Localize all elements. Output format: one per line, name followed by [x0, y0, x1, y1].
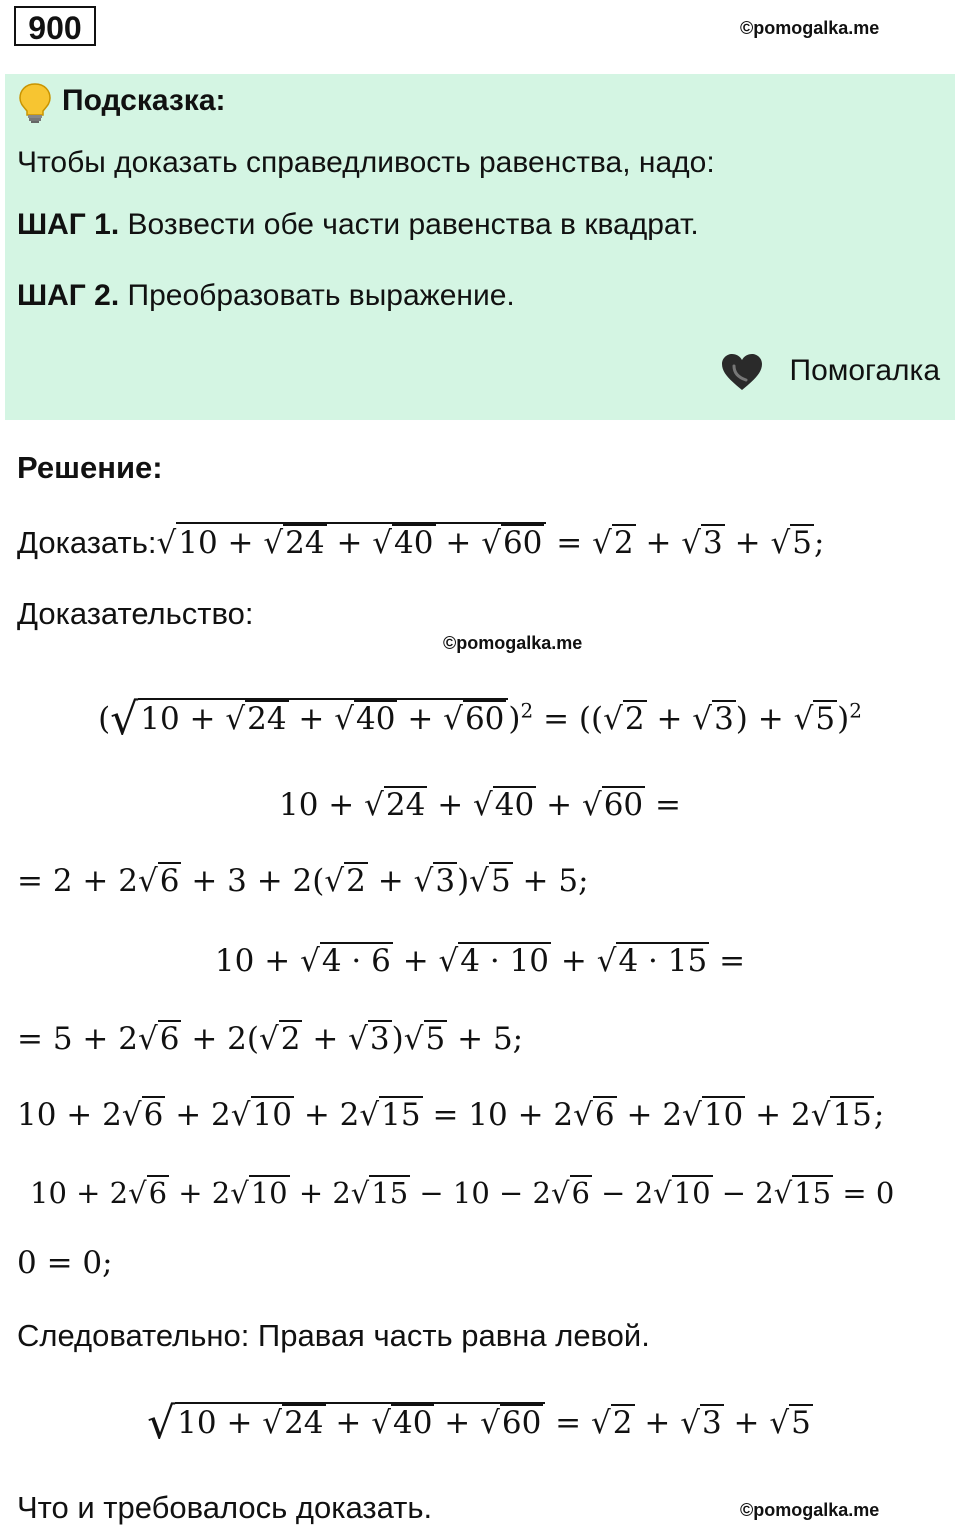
hint-step-1	[17, 208, 699, 242]
step2-label: ШАГ 2.	[17, 279, 120, 312]
eq-step-6: 10 + 2√6 + 2√10 + 2√15 − 10 − 2√6 − 2√10 − 2√15 = 0	[30, 1176, 895, 1210]
eq-step-4: = 5 + 2√6 + 2(√2 + √3)√5 + 5;	[17, 1021, 524, 1057]
prove-equation: √10 + √24 + √40 + √60 = √2 + √3 + √5;	[156, 525, 824, 561]
lightbulb-icon	[18, 82, 52, 124]
conclusion: Следовательно: Правая часть равна левой.	[17, 1318, 650, 1353]
prove-label: Доказать:	[17, 525, 157, 560]
eq-step-1: 10 + √24 + √40 + √60 =	[278, 787, 681, 823]
brand-label: Помогалка	[789, 354, 940, 387]
eq-step-2: = 2 + 2√6 + 3 + 2(√2 + √3)√5 + 5;	[17, 863, 589, 899]
hint-intro: Чтобы доказать справедливость равенства, надо:	[17, 146, 715, 179]
step2-text: Преобразовать выражение.	[127, 279, 515, 312]
hint-title: Подсказка:	[62, 84, 226, 117]
problem-number: 900	[14, 6, 96, 46]
watermark-top: ©pomogalka.me	[740, 18, 880, 38]
solution-heading: Решение:	[17, 450, 163, 485]
step1-text: Возвести обе части равенства в квадрат.	[127, 208, 699, 241]
eq-step-5: 10 + 2√6 + 2√10 + 2√15 = 10 + 2√6 + 2√10 + 2√15;	[17, 1097, 885, 1133]
prove-line	[17, 522, 824, 562]
watermark-bottom: ©pomogalka.me	[740, 1500, 880, 1520]
watermark-middle: ©pomogalka.me	[443, 633, 583, 653]
eq-squared: (√10 + √24 + √40 + √60 )$^2 = ((√2 + √3) + √5)^2$	[98, 694, 862, 745]
proof-label: Доказательство:	[17, 596, 254, 631]
qed: Что и требовалось доказать.	[17, 1490, 433, 1525]
eq-step-7: 0 = 0;	[17, 1245, 113, 1281]
eq-step-3: 10 + √4 · 6 + √4 · 10 + √4 · 15 =	[214, 943, 746, 979]
heart-icon	[720, 352, 764, 392]
hint-step-2	[17, 279, 515, 313]
step1-label: ШАГ 1.	[17, 208, 120, 241]
eq-final: √10 + √24 + √40 + √60 = √2 + √3 + √5	[147, 1398, 811, 1449]
